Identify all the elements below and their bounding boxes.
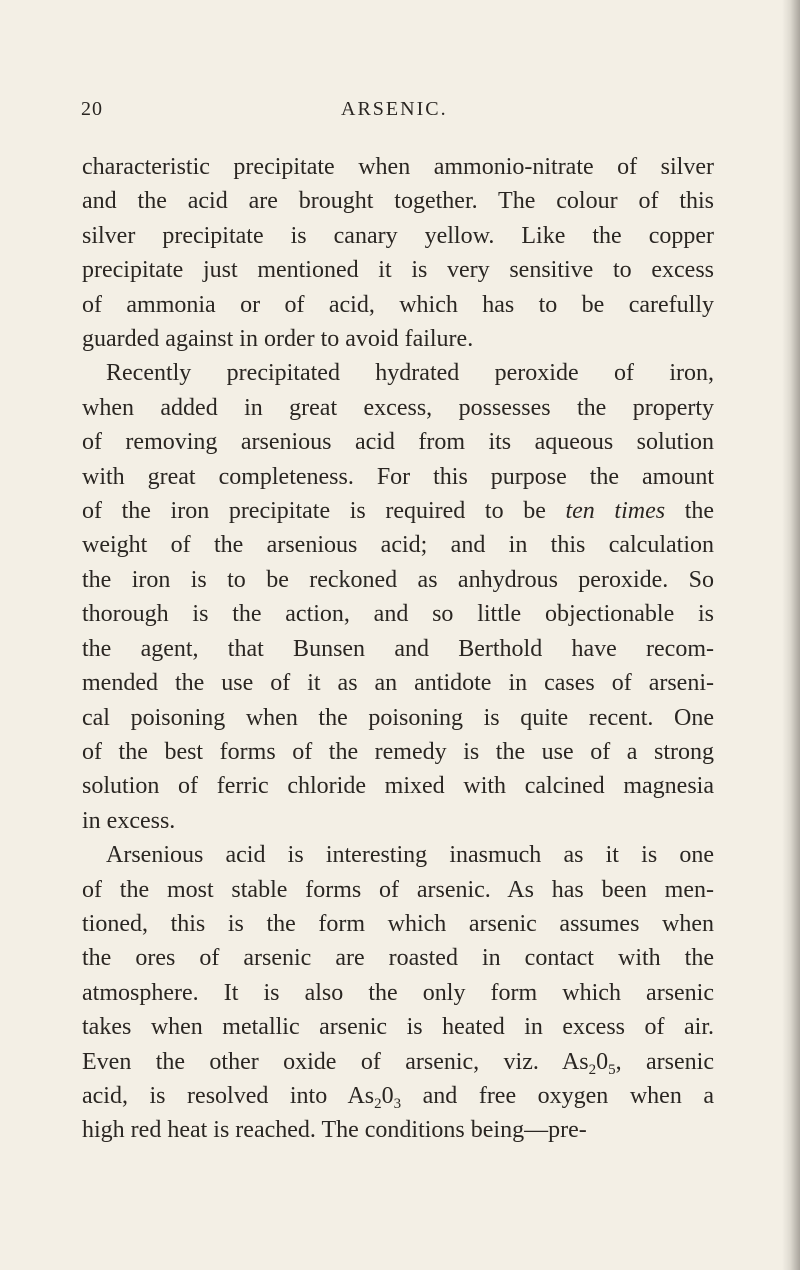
chemical-formula: $As_20_5$ bbox=[561, 1048, 616, 1078]
text-line: of removing arsenious acid from its aqueous solution bbox=[82, 429, 714, 456]
text-line: atmosphere. It is also the only form which arsenic bbox=[82, 979, 714, 1006]
text-segment: of the iron precipitate is required to be bbox=[82, 498, 546, 525]
text-segment: , arsenic bbox=[615, 1048, 714, 1075]
text-line: thorough is the action, and so little objectionable is bbox=[82, 601, 714, 628]
text-line: Arsenious acid is interesting inasmuch as it is one bbox=[106, 842, 714, 869]
text-line: guarded against in order to avoid failure. bbox=[82, 326, 474, 353]
text-segment: and free oxygen when a bbox=[401, 1082, 714, 1109]
running-title: ARSENIC. bbox=[341, 98, 448, 120]
chemical-formula: $As_20_3$ bbox=[347, 1082, 402, 1112]
text-line: of the most stable forms of arsenic. As has been men- bbox=[82, 876, 714, 903]
text-segment: acid, is resolved into bbox=[82, 1082, 328, 1109]
text-line: mended the use of it as an antidote in cases of arseni- bbox=[82, 670, 714, 697]
text-line: precipitate just mentioned it is very sensitive to excess bbox=[82, 257, 714, 284]
text-line: in excess. bbox=[82, 807, 176, 834]
text-line: when added in great excess, possesses the property bbox=[82, 394, 714, 421]
text-line: and the acid are brought together. The colour of this bbox=[82, 188, 714, 215]
text-segment: the bbox=[684, 498, 715, 525]
text-line: the ores of arsenic are roasted in contact with the bbox=[82, 945, 714, 972]
page-number: 20 bbox=[81, 98, 103, 120]
text-segment: Even the other oxide of arsenic, viz. bbox=[82, 1048, 539, 1075]
page-edge-shadow bbox=[782, 0, 800, 1270]
text-line: Recently precipitated hydrated peroxide of iron, bbox=[106, 360, 714, 387]
text-line: with great completeness. For this purpose the amount bbox=[82, 463, 714, 490]
text-line: characteristic precipitate when ammonio-nitrate of silver bbox=[82, 154, 714, 180]
text-line bbox=[82, 494, 714, 528]
text-line: tioned, this is the form which arsenic assumes when bbox=[82, 910, 714, 937]
text-line: of ammonia or of acid, which has to be carefully bbox=[82, 291, 714, 318]
text-line: of the best forms of the remedy is the use of a strong bbox=[82, 738, 714, 765]
text-line: the iron is to be reckoned as anhydrous peroxide. So bbox=[82, 566, 714, 593]
body-text bbox=[82, 150, 714, 1148]
text-line: silver precipitate is canary yellow. Like the copper bbox=[82, 222, 714, 249]
text-line: high red heat is reached. The conditions being—pre- bbox=[82, 1117, 587, 1144]
italic-phrase: ten times bbox=[565, 498, 666, 525]
text-line: weight of the arsenious acid; and in this calculation bbox=[82, 532, 714, 559]
text-line: solution of ferric chloride mixed with calcined magnesia bbox=[82, 773, 714, 800]
text-line: the agent, that Bunsen and Berthold have recom- bbox=[82, 635, 714, 662]
text-line bbox=[82, 1045, 714, 1079]
text-line bbox=[82, 1079, 714, 1113]
text-line: cal poisoning when the poisoning is quite recent. One bbox=[82, 704, 714, 731]
running-head bbox=[81, 98, 671, 138]
text-line: takes when metallic arsenic is heated in excess of air. bbox=[82, 1014, 714, 1041]
